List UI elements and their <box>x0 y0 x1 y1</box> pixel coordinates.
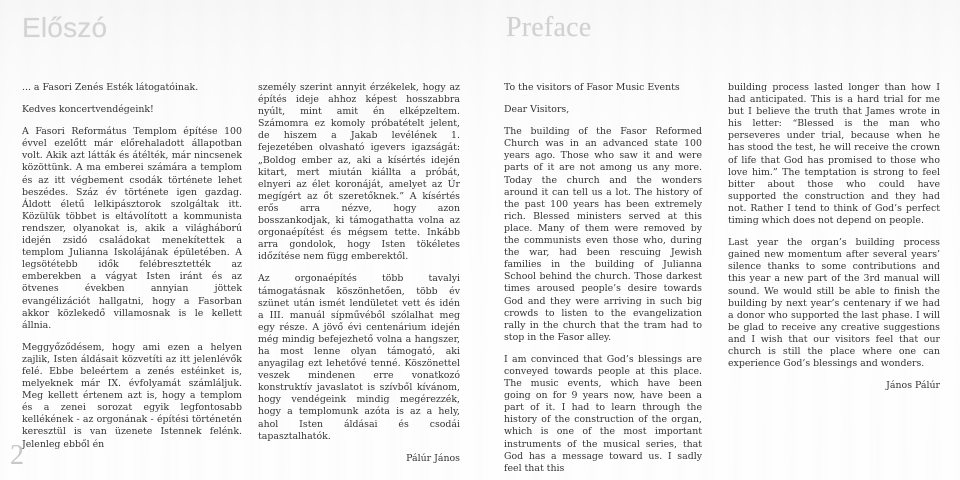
signature: János Pálúr <box>886 380 940 392</box>
text-column-right-2 <box>728 82 940 392</box>
paragraph: Az orgonaépítés több tavalyi támogatásnak köszönhetően, több év szünet után ismét lendületet vett és idén a III. manuál sípművéből szólalhat meg egy része. A jövő évi centenárium idején még mindig befejezhető volna a hangszer, ha most lenne olyan támogató, aki anyagilag ezt lehetővé tenné. Köszönettel veszek mindenen erre vonatkozó konstruktív javaslatot is szívből kívánom, hogy vendégeink mindig megérezzék, hogy a templomunk azóta is az a hely, ahol Isten áldásai és csodái tapasztalhatók. <box>258 273 460 442</box>
page-title: Preface <box>506 12 592 43</box>
paragraph: building process lasted longer than how I had anticipated. This is a hard trial for me but I believe the truth that James wrote in his letter: “Blessed is the man who perseveres under trial, because when he has stood the test, he will receive the crown of life that God has promised to those who love him.” The temptation is strong to feel bitter about those who could have supported the construction and they had not. Rather I tend to think of God’s perfect timing which does not depend on people. <box>728 82 940 227</box>
paragraph: személy szerint annyit érzékelek, hogy az építés ideje ahhoz képest hosszabbra nyúlt, mint amit én elképzeltem. Számomra ez komoly próbatételt jelent, de hiszem a Jakab levélének 1. fejezetében olvasható igevers igazságát: „Boldog ember az, aki a kísértés idején kitart, mert miután kiállta a próbát, elnyeri az élet koronáját, amelyet az Úr megígért az őt szeretőknek.” A kísértés erős arra nézve, hogy azon bosszankodjak, ki támogathatta volna az orgonaépítést és mégsem tette. Inkább arra gondolok, hogy Isten tökéletes időzítése nem függ emberektől. <box>258 82 460 263</box>
paragraph: ... a Fasori Zenés Esték látogatóinak. <box>22 82 199 93</box>
paragraph: Kedves koncertvendégeink! <box>22 104 154 116</box>
paragraph: The building of the Fasor Reformed Church was in an advanced state 100 years ago. Those who saw it and were parts of it are not among us any more. Today the church and the wonders around it can tell us a lot. The history of the past 100 years has been extremely rich. Blessed ministers served at this place. Many of them were removed by the communists even those who, during the war, had been rescuing Jewish families in the building of Julianna School behind the church. Those darkest times aroused people’s desire towards God and they were arriving in such big crowds to listen to the evangelization rally in the church that the tram had to stop in the Fasor alley. <box>504 126 702 343</box>
paragraph: I am convinced that God’s blessings are conveyed towards people at this place. The music events, which have been going on for 9 years now, have been a part of it. I had to learn through the history of the construction of the organ, which is one of the most important instruments of the musical series, that God has a message toward us. I sadly feel that this <box>504 353 702 474</box>
page-title: Előszó <box>22 12 108 43</box>
paragraph: Dear Visitors, <box>504 104 570 116</box>
text-column-left-1 <box>22 82 242 451</box>
page-number: 2 <box>10 440 24 471</box>
text-column-left-2 <box>258 82 460 465</box>
text-column-right-1 <box>504 82 702 475</box>
paragraph: To the visitors of Fasor Music Events <box>504 82 680 93</box>
paragraph: A Fasori Református Templom építése 100 évvel ezelőtt már előrehaladott állapotban volt. Akik azt látták és átélték, már nincsenek közöttünk. A ma emberei számára a templom és az itt végbement csodák története lehet beszédes. Száz év története igen gazdag. Áldott életű lelkipásztorok szolgáltak itt. Közülük többet is eltávolított a kommunista rendszer, olyanokat is, akik a világháború idején zsidó családokat menekítettek a templom Julianna Iskolájának épületében. A legsötétebb idők felébresztették az emberekben a vágyat Isten iránt és az ötvenes években annyian jöttek evangélizációt hallgatni, hogy a Fasorban akkor közlekedő villamosnak is le kellett állnia. <box>22 126 242 331</box>
signature: Pálúr János <box>406 452 460 464</box>
right-page <box>480 0 960 480</box>
paragraph: Meggyőződésem, hogy ami ezen a helyen zajlik, Isten áldásait közvetíti az itt jelenlévők felé. Ebbe beleértem a zenés estéinket is, melyeknek már IX. évfolyamát számláljuk. Meg kellett értenem azt is, hogy a templom és a zenei sorozat egyik legfontosabb kellékének - az orgonának - építési történetén keresztül is van üzenete Istennek felénk. Jelenleg ebből én <box>22 341 242 450</box>
paragraph: Last year the organ’s building process gained new momentum after several years’ silence thanks to some contributions and this year a new part of the 3rd manual will sound. We would still be able to finish the building by next year’s centenary if we had a donor who supported the last phase. I will be glad to receive any creative suggestions and I wish that our visitors feel that our church is still the place where one can experience God’s blessings and wonders. <box>728 237 940 370</box>
